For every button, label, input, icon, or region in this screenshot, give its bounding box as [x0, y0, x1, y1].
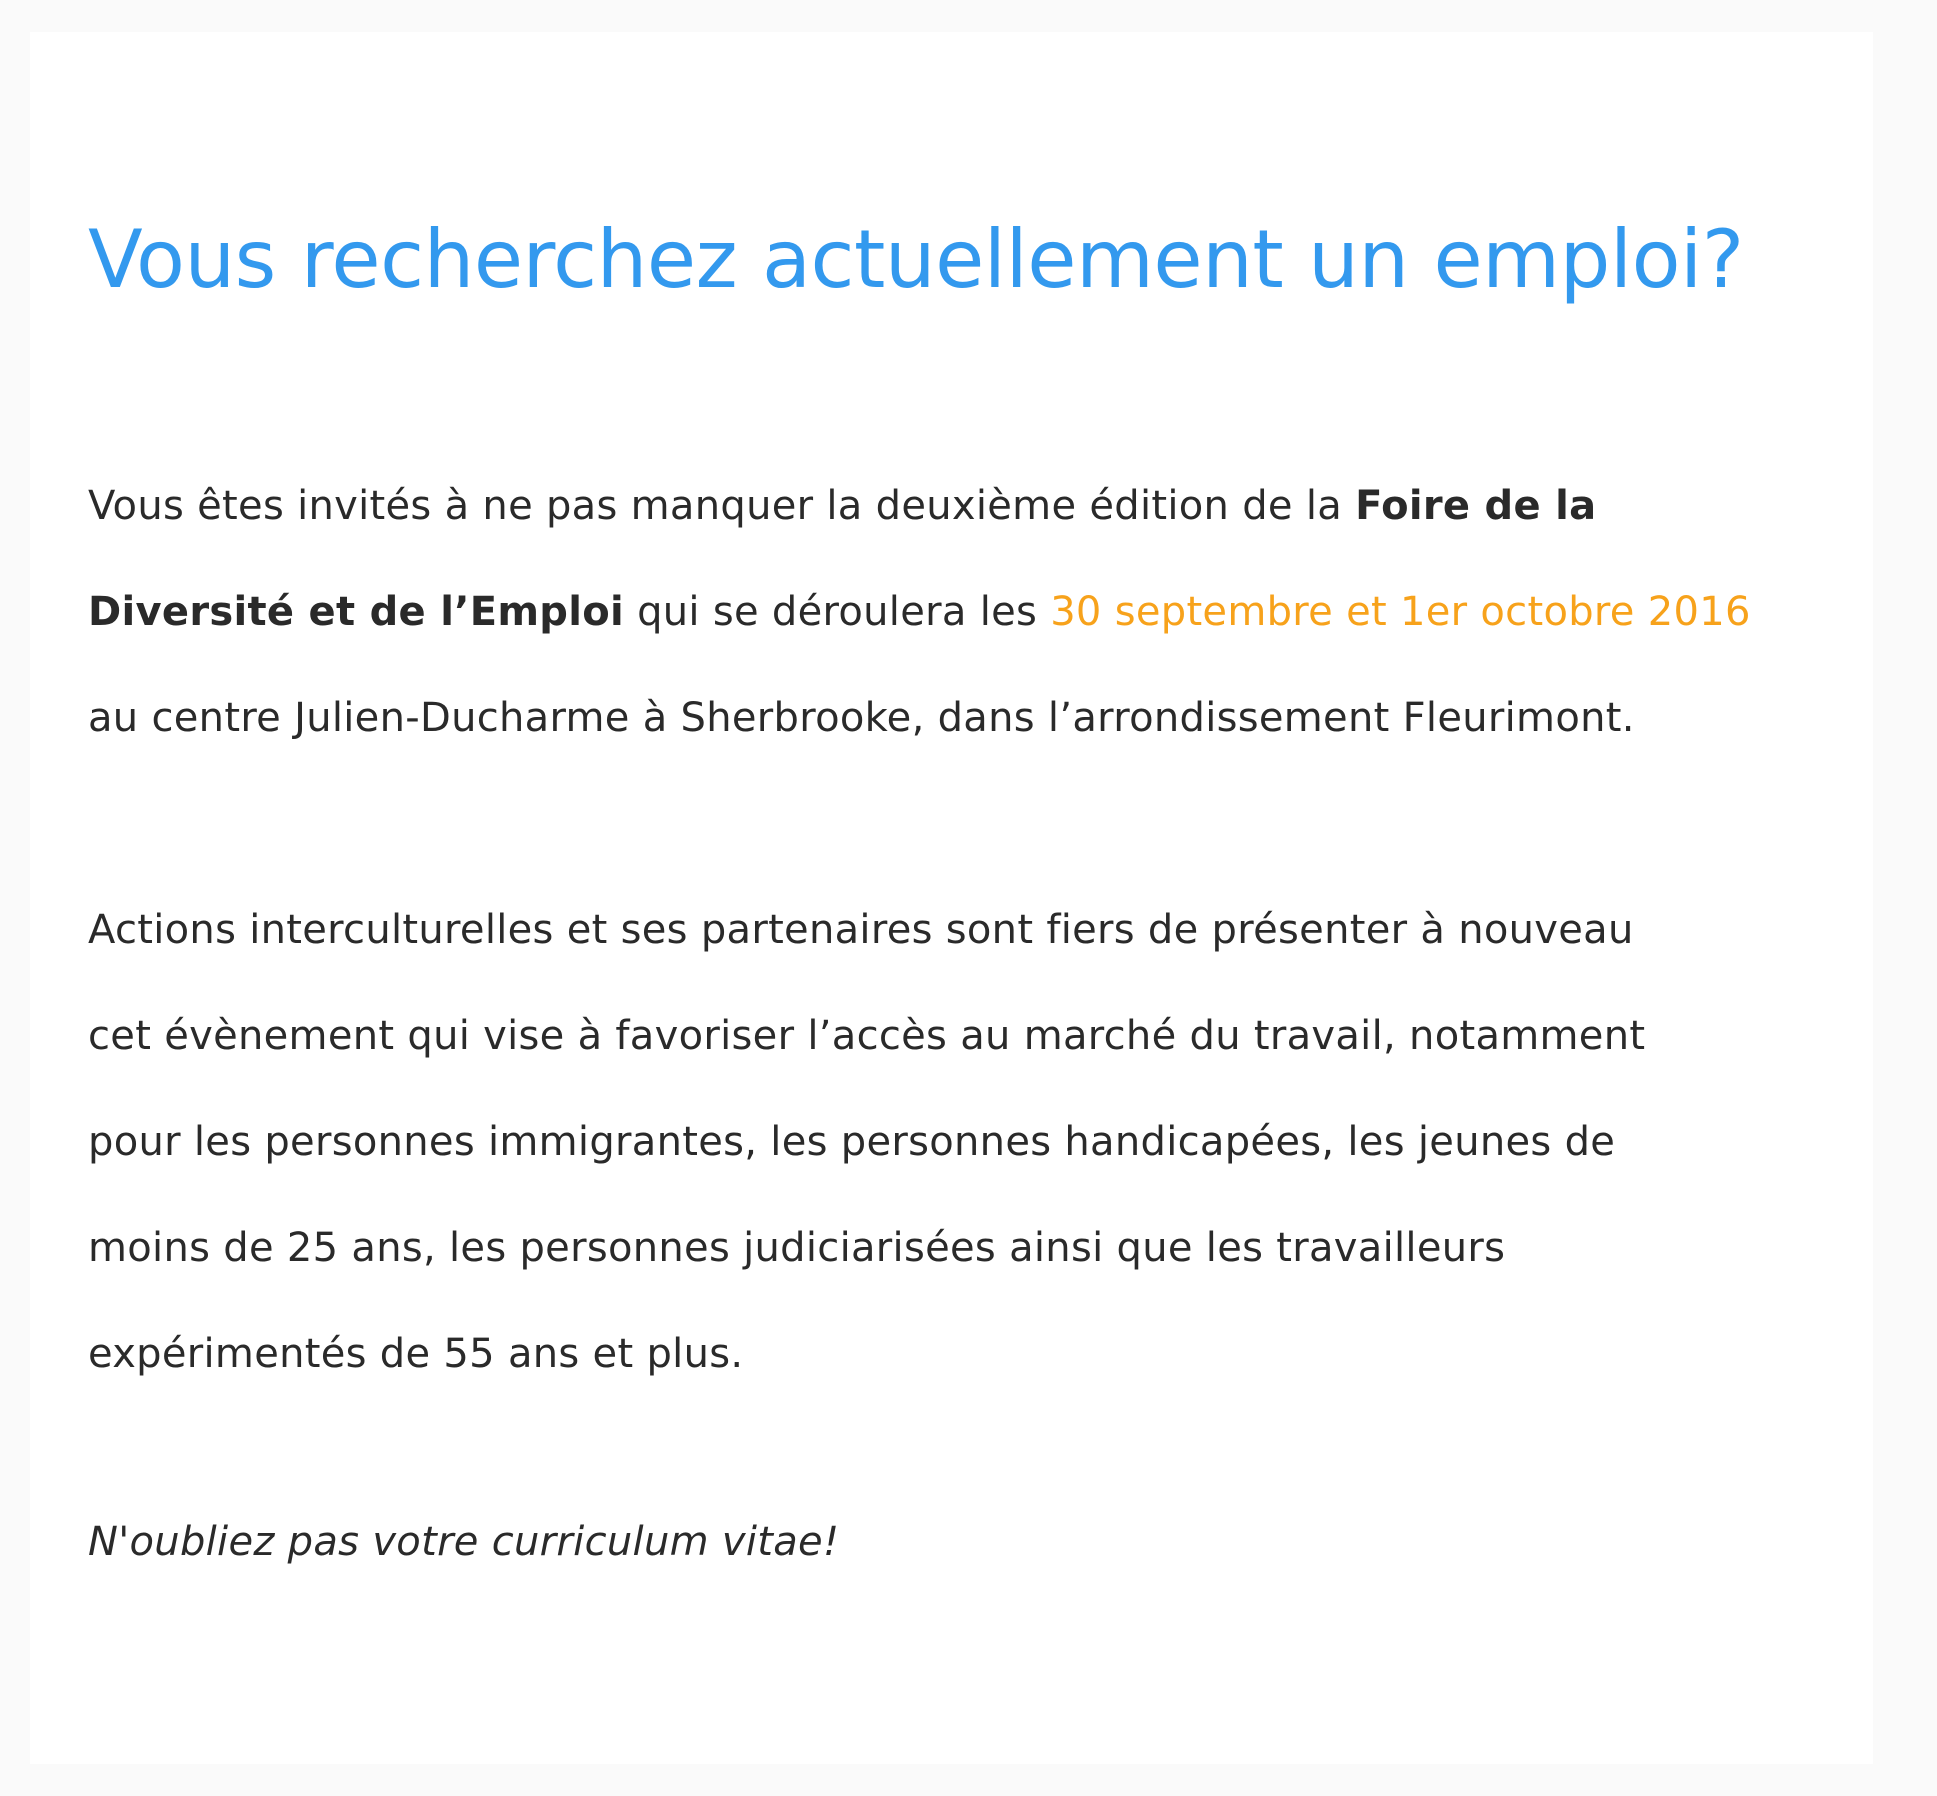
description-line: moins de 25 ans, les personnes judiciarisées ainsi que les travailleurs: [88, 1225, 1506, 1271]
intro-line-2: [88, 559, 1868, 665]
intro-paragraph: [88, 453, 1868, 771]
event-name-part-2: Diversité et de l’Emploi: [88, 589, 625, 635]
intro-line-1: [88, 453, 1868, 559]
content-card: [30, 32, 1873, 1764]
description-line: cet évènement qui vise à favoriser l’accès au marché du travail, notamment: [88, 1013, 1646, 1059]
description-line: expérimentés de 55 ans et plus.: [88, 1331, 744, 1377]
cv-reminder: N'oubliez pas votre curriculum vitae!: [88, 1519, 840, 1565]
intro-text-2: qui se déroulera les: [624, 589, 1051, 635]
page-title: Vous recherchez actuellement un emploi?: [88, 213, 1744, 306]
intro-text: Vous êtes invités à ne pas manquer la deuxième édition de la: [88, 483, 1356, 529]
description-paragraph: [88, 877, 1868, 1407]
intro-line-3: au centre Julien-Ducharme à Sherbrooke, dans l’arrondissement Fleurimont.: [88, 695, 1635, 741]
description-line: Actions interculturelles et ses partenaires sont fiers de présenter à nouveau: [88, 907, 1634, 953]
description-line: pour les personnes immigrantes, les personnes handicapées, les jeunes de: [88, 1119, 1616, 1165]
event-name-part-1: Foire de la: [1355, 483, 1597, 529]
event-dates: 30 septembre et 1er octobre 2016: [1050, 589, 1751, 635]
